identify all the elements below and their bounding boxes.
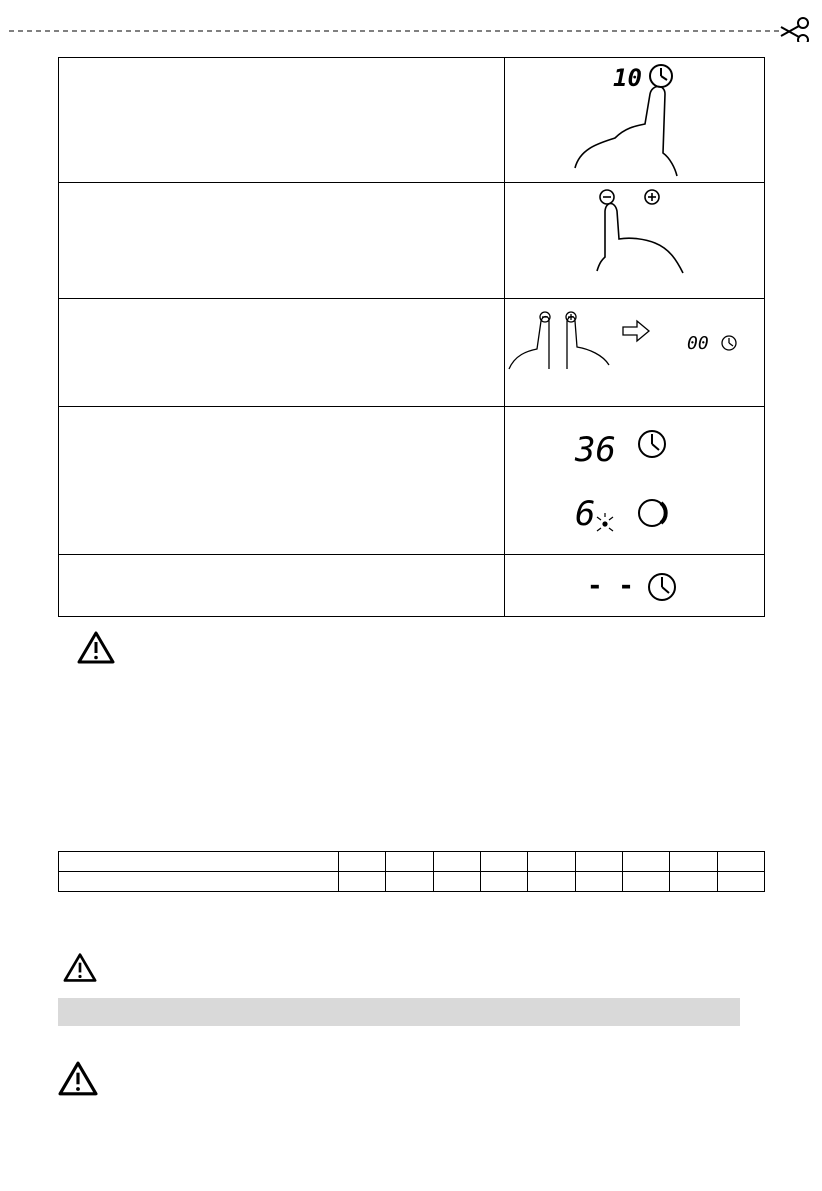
warning-icon (76, 630, 116, 666)
step-illustration-countdown (505, 407, 764, 555)
timer-display: 10 (613, 64, 642, 92)
warning-icon (62, 952, 98, 984)
blinking-dot-icon (597, 513, 613, 531)
table-cell (59, 852, 339, 872)
table-cell (433, 872, 480, 892)
table-row (59, 554, 764, 617)
hand-icon (597, 204, 683, 274)
table-cell (386, 852, 433, 872)
timer-clock-icon (649, 574, 675, 600)
scissors-icon (781, 18, 808, 42)
table-cell (717, 852, 764, 872)
table-cell (59, 872, 339, 892)
step-illustration-finished (505, 555, 764, 617)
hand-left-icon (509, 317, 549, 370)
arrow-right-icon (623, 321, 649, 341)
timer-clock-icon (650, 65, 672, 87)
table-cell (433, 852, 480, 872)
step-illustration-adjust (505, 183, 764, 299)
table-cell (575, 872, 622, 892)
timer-display: 00 (687, 333, 709, 354)
table-cell (528, 872, 575, 892)
table-row (59, 58, 764, 182)
timer-steps-table (58, 57, 765, 617)
table-cell (670, 872, 717, 892)
table-cell (480, 852, 527, 872)
table-row (59, 298, 764, 407)
table-cell (480, 872, 527, 892)
table-row (59, 872, 765, 892)
cut-line (9, 12, 811, 42)
section-heading-bar (58, 998, 740, 1026)
step-illustration-reset (505, 299, 764, 407)
table-cell (717, 872, 764, 892)
timer-clock-icon (722, 336, 736, 350)
table-cell (339, 872, 386, 892)
table-cell (339, 852, 386, 872)
table-cell (622, 872, 669, 892)
power-level-display: 6 (575, 494, 596, 534)
table-cell (670, 852, 717, 872)
hand-icon (575, 87, 677, 177)
timer-clock-icon (639, 431, 665, 457)
step-illustration-press-timer (505, 58, 764, 182)
table-cell (575, 852, 622, 872)
table-cell (386, 872, 433, 892)
table-cell (528, 852, 575, 872)
timer-display: - - (587, 571, 634, 601)
minus-button-icon (600, 190, 614, 204)
hand-right-icon (567, 317, 609, 370)
table-row (59, 852, 765, 872)
plus-button-icon (645, 190, 659, 204)
level-table (58, 851, 765, 892)
cooking-zone-icon (639, 500, 666, 526)
table-row (59, 182, 764, 299)
timer-display: 36 (575, 430, 616, 470)
warning-icon (56, 1060, 100, 1098)
table-row (59, 406, 764, 555)
table-cell (622, 852, 669, 872)
